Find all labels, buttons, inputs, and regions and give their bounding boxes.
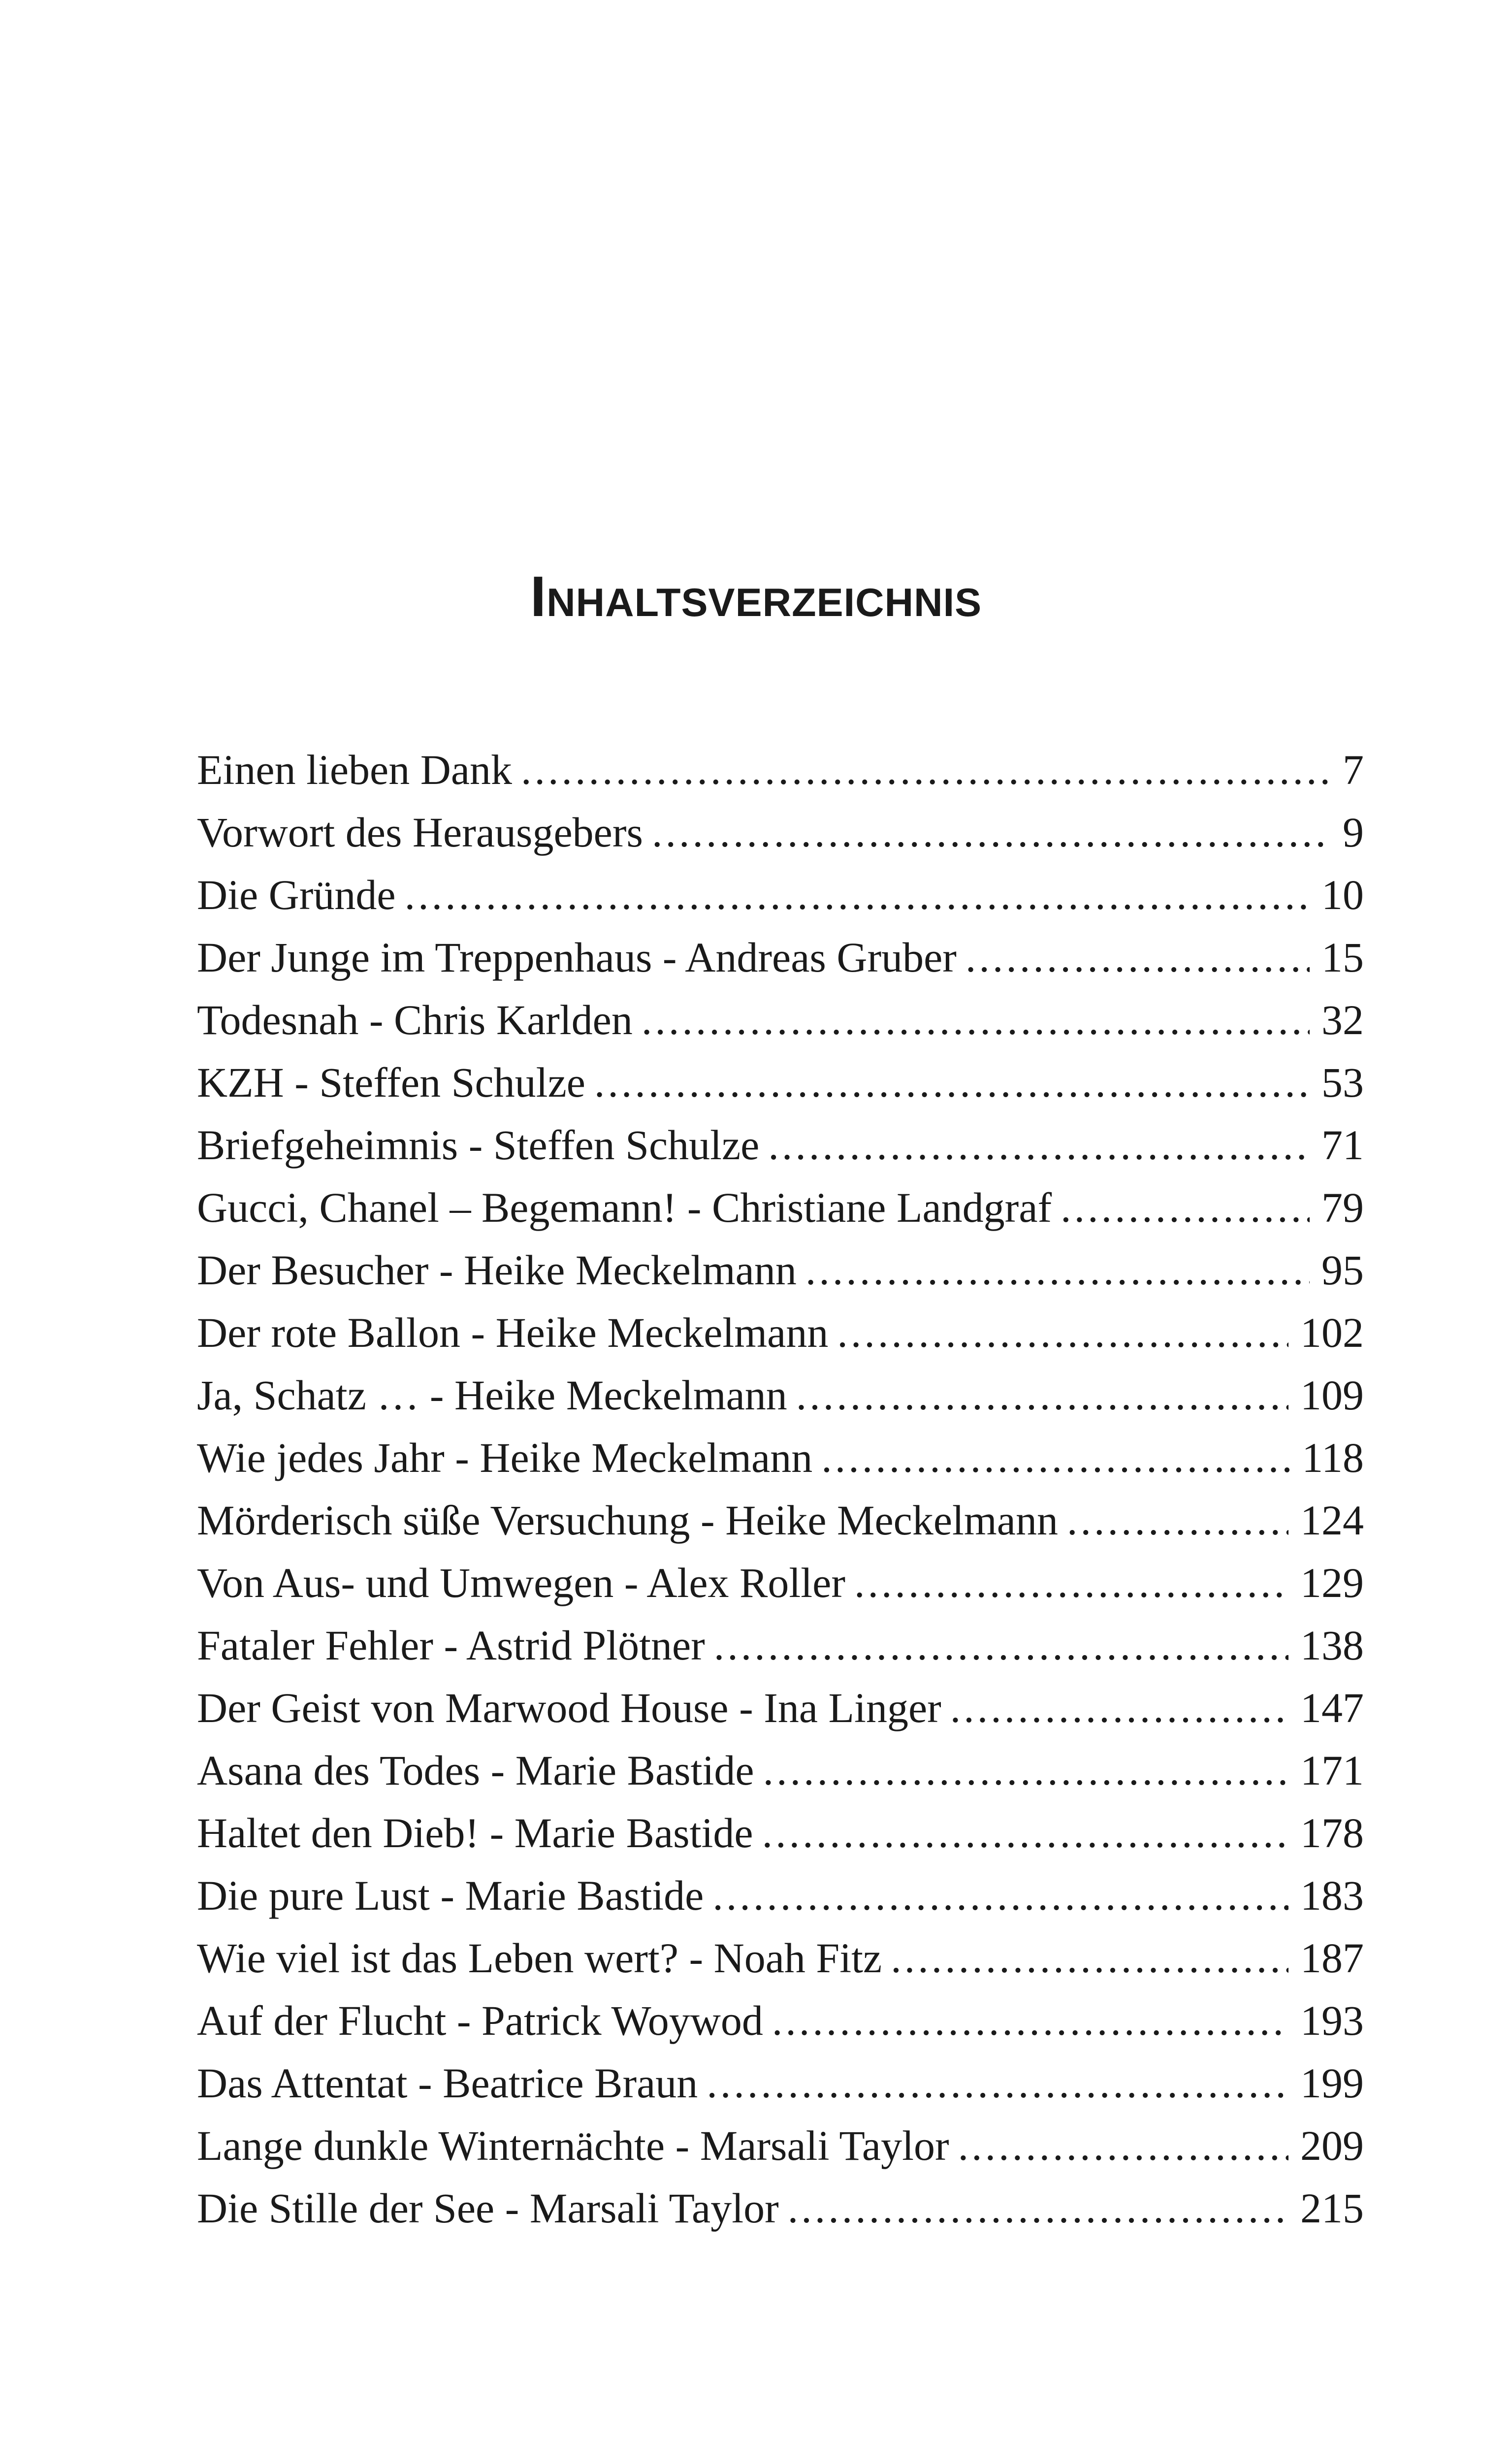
dot-leader [891, 1927, 1288, 1989]
toc-entry-page-number: 7 [1343, 746, 1364, 793]
toc-entry-title: Briefgeheimnis - Steffen Schulze [197, 1121, 760, 1169]
toc-list [197, 739, 1364, 2240]
toc-entry [197, 1302, 1364, 1364]
toc-entry-page-number: 187 [1300, 1934, 1364, 1982]
toc-entry-page-number: 53 [1321, 1059, 1364, 1106]
toc-entry-title: Von Aus- und Umwegen - Alex Roller [197, 1559, 845, 1606]
toc-entry-page-number: 215 [1300, 2184, 1364, 2232]
dot-leader [714, 1614, 1288, 1677]
dot-leader [405, 864, 1310, 926]
toc-entry-page-number: 147 [1300, 1684, 1364, 1731]
toc-entry [197, 2052, 1364, 2115]
toc-entry-title: Gucci, Chanel – Begemann! - Christiane Landgraf [197, 1184, 1052, 1231]
toc-entry-title: Haltet den Dieb! - Marie Bastide [197, 1809, 753, 1857]
toc-entry-title: Wie jedes Jahr - Heike Meckelmann [197, 1434, 813, 1481]
dot-leader [762, 1802, 1288, 1864]
toc-entry-title: Mörderisch süße Versuchung - Heike Meckelmann [197, 1497, 1058, 1544]
toc-entry-page-number: 171 [1300, 1747, 1364, 1794]
toc-entry-page-number: 178 [1300, 1809, 1364, 1857]
toc-entry-page-number: 129 [1300, 1559, 1364, 1606]
toc-entry-page-number: 10 [1321, 871, 1364, 918]
toc-entry-title: Der Geist von Marwood House - Ina Linger [197, 1684, 941, 1731]
dot-leader [707, 2052, 1288, 2115]
toc-entry [197, 989, 1364, 1051]
toc-entry [197, 1176, 1364, 1239]
toc-entry-title: Auf der Flucht - Patrick Woywod [197, 1997, 763, 2044]
toc-entry-title: Asana des Todes - Marie Bastide [197, 1747, 754, 1794]
toc-entry-page-number: 71 [1321, 1121, 1364, 1169]
toc-entry-page-number: 15 [1321, 934, 1364, 981]
toc-entry-title: Ja, Schatz … - Heike Meckelmann [197, 1371, 787, 1419]
toc-entry-page-number: 124 [1300, 1497, 1364, 1544]
toc-entry [197, 1114, 1364, 1176]
toc-entry-title: Lange dunkle Winternächte - Marsali Taylor [197, 2122, 949, 2169]
toc-entry-page-number: 32 [1321, 996, 1364, 1043]
toc-entry [197, 1364, 1364, 1427]
toc-entry-page-number: 109 [1300, 1371, 1364, 1419]
toc-entry-title: Todesnah - Chris Karlden [197, 996, 633, 1043]
toc-entry-title: Die Stille der See - Marsali Taylor [197, 2184, 779, 2232]
dot-leader [837, 1302, 1288, 1364]
toc-entry [197, 926, 1364, 989]
toc-entry [197, 1489, 1364, 1552]
dot-leader [642, 989, 1310, 1051]
dot-leader [712, 1864, 1288, 1927]
toc-heading: Inhaltsverzeichnis [530, 564, 982, 628]
toc-entry-title: Wie viel ist das Leben wert? - Noah Fitz [197, 1934, 882, 1982]
toc-entry [197, 1239, 1364, 1302]
toc-entry [197, 1677, 1364, 1739]
toc-entry [197, 1927, 1364, 1989]
dot-leader [1067, 1489, 1288, 1552]
toc-entry-title: KZH - Steffen Schulze [197, 1059, 585, 1106]
toc-entry-title: Einen lieben Dank [197, 746, 513, 793]
dot-leader [1061, 1176, 1310, 1239]
toc-entry [197, 1051, 1364, 1114]
toc-entry [197, 739, 1364, 801]
toc-entry-title: Der Junge im Treppenhaus - Andreas Gruber [197, 934, 957, 981]
dot-leader [788, 2177, 1288, 2240]
toc-entry [197, 1802, 1364, 1864]
toc-entry [197, 1739, 1364, 1802]
toc-entry-page-number: 209 [1300, 2122, 1364, 2169]
toc-entry-page-number: 183 [1300, 1872, 1364, 1919]
toc-entry [197, 1427, 1364, 1489]
toc-entry [197, 2115, 1364, 2177]
toc-entry-page-number: 118 [1302, 1434, 1364, 1481]
toc-entry [197, 1552, 1364, 1614]
toc-entry-page-number: 199 [1300, 2059, 1364, 2107]
dot-leader [854, 1552, 1288, 1614]
toc-entry [197, 1614, 1364, 1677]
dot-leader [965, 926, 1310, 989]
dot-leader [768, 1114, 1310, 1176]
dot-leader [796, 1364, 1288, 1427]
dot-leader [950, 1677, 1288, 1739]
dot-leader [763, 1739, 1288, 1802]
dot-leader [772, 1989, 1288, 2052]
toc-entry-page-number: 9 [1343, 809, 1364, 856]
toc-entry-title: Der Besucher - Heike Meckelmann [197, 1246, 797, 1294]
toc-entry-title: Der rote Ballon - Heike Meckelmann [197, 1309, 829, 1356]
dot-leader [805, 1239, 1310, 1302]
toc-entry-title: Das Attentat - Beatrice Braun [197, 2059, 698, 2107]
toc-entry-title: Fataler Fehler - Astrid Plötner [197, 1622, 705, 1669]
toc-entry-page-number: 102 [1300, 1309, 1364, 1356]
dot-leader [821, 1427, 1290, 1489]
toc-entry [197, 864, 1364, 926]
toc-entry [197, 1864, 1364, 1927]
toc-entry-page-number: 138 [1300, 1622, 1364, 1669]
toc-entry-title: Die pure Lust - Marie Bastide [197, 1872, 704, 1919]
toc-entry-page-number: 95 [1321, 1246, 1364, 1294]
toc-entry [197, 1989, 1364, 2052]
dot-leader [521, 739, 1331, 801]
toc-entry-title: Die Gründe [197, 871, 396, 918]
dot-leader [652, 801, 1331, 864]
toc-entry [197, 801, 1364, 864]
dot-leader [958, 2115, 1288, 2177]
toc-entry-page-number: 193 [1300, 1997, 1364, 2044]
toc-entry-title: Vorwort des Herausgebers [197, 809, 643, 856]
toc-entry-page-number: 79 [1321, 1184, 1364, 1231]
dot-leader [594, 1051, 1310, 1114]
toc-entry [197, 2177, 1364, 2240]
